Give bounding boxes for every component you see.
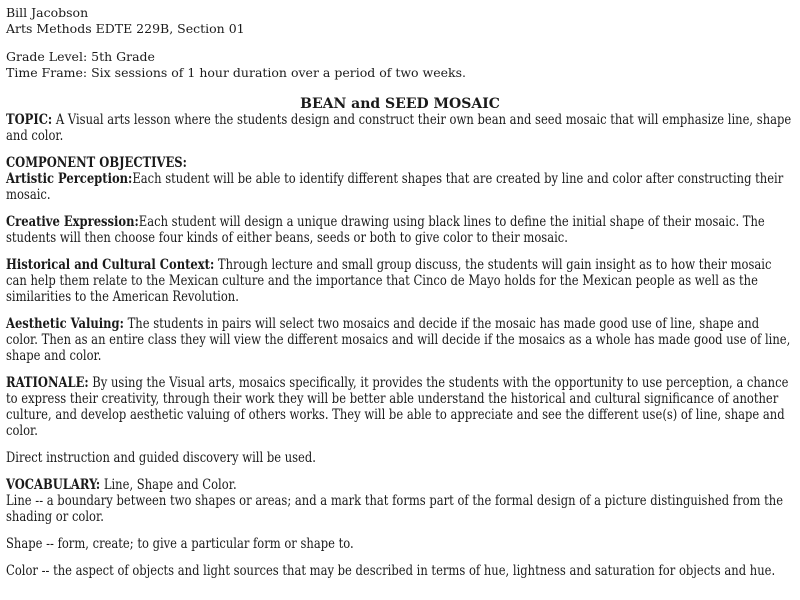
author-name: Bill Jacobson xyxy=(6,5,89,20)
objective-text: Through lecture and small group discuss, the students will gain insight as to how their mosaic can help them relate to the Mexican culture and the importance that Cinco de Mayo holds for the Mexican people as well as the similarities to the American Revolution. xyxy=(6,257,772,305)
topic-label: TOPIC: xyxy=(6,112,53,128)
objective-label: Aesthetic Valuing: xyxy=(6,316,124,332)
lesson-plan-document xyxy=(6,5,794,590)
objective-label: Artistic Perception: xyxy=(6,171,133,187)
objective-text: Each student will be able to identify different shapes that are created by line and color after constructing their mosaic. xyxy=(6,171,784,203)
vocabulary-label: VOCABULARY: xyxy=(6,477,101,493)
objective-historical-cultural-context xyxy=(6,257,794,305)
objective-label: Historical and Cultural Context: xyxy=(6,257,215,273)
objective-label: Creative Expression: xyxy=(6,214,139,230)
grade-level: Grade Level: 5th Grade xyxy=(6,49,155,64)
method-paragraph: Direct instruction and guided discovery will be used. xyxy=(6,450,316,466)
objective-aesthetic-valuing xyxy=(6,316,794,364)
vocab-definition-color: Color -- the aspect of objects and light sources that may be described in terms of hue, lightness and saturation for objects and hue. xyxy=(6,563,776,579)
objective-artistic-perception xyxy=(6,171,794,203)
vocab-definition-line: Line -- a boundary between two shapes or areas; and a mark that forms part of the formal design of a picture distinguished from the shading or color. xyxy=(6,493,784,525)
time-frame: Time Frame: Six sessions of 1 hour duration over a period of two weeks. xyxy=(6,65,466,80)
document-body xyxy=(6,112,794,579)
vocab-definition-shape: Shape -- form, create; to give a particular form or shape to. xyxy=(6,536,354,552)
rationale-paragraph xyxy=(6,375,794,439)
course-info: Arts Methods EDTE 229B, Section 01 xyxy=(6,21,245,36)
vocabulary-text: Line, Shape and Color. xyxy=(100,477,237,493)
document-header xyxy=(6,5,794,81)
objectives-heading: COMPONENT OBJECTIVES: xyxy=(6,155,187,171)
topic-paragraph xyxy=(6,112,794,144)
objective-text: Each student will design a unique drawing using black lines to define the initial shape of their mosaic. The students will then choose four kinds of either beans, seeds or both to give color to their mosaic. xyxy=(6,214,765,246)
vocabulary-heading xyxy=(6,477,794,493)
rationale-text: By using the Visual arts, mosaics specifically, it provides the students with the opportunity to use perception, a chance to express their creativity, through their work they will be better able understand the historical and cultural significance of another culture, and develop aesthetic valuing of others works. They will be able to appreciate and see the different use(s) of line, shape and color. xyxy=(6,375,789,439)
lesson-title: BEAN and SEED MOSAIC xyxy=(300,96,500,112)
objective-creative-expression xyxy=(6,214,794,246)
objective-text: The students in pairs will select two mosaics and decide if the mosaic has made good use of line, shape and color. Then as an entire class they will view the different mosaics and will decide if the mosaics as a whole has made good use of line, shape and color. xyxy=(6,316,791,364)
topic-text: A Visual arts lesson where the students design and construct their own bean and seed mosaic that will emphasize line, shape and color. xyxy=(6,112,792,144)
rationale-label: RATIONALE: xyxy=(6,375,89,391)
